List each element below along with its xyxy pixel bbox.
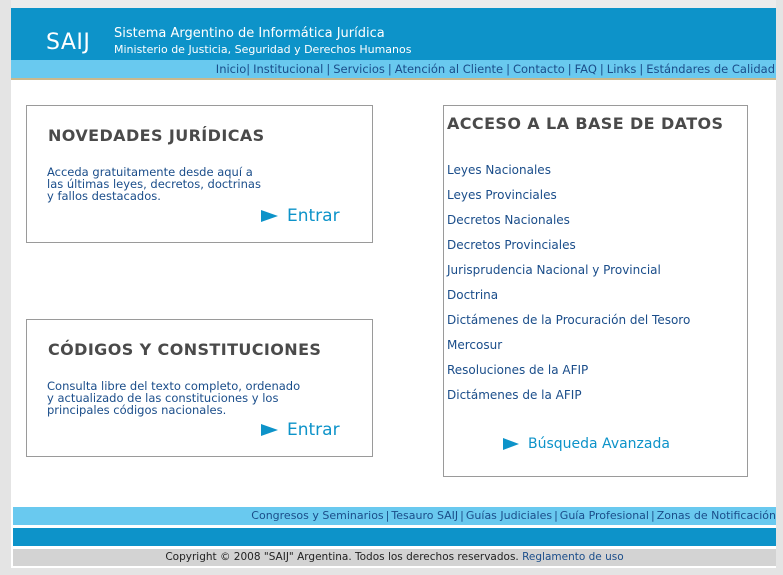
codigos-enter-link[interactable] — [261, 420, 340, 440]
nav-separator: | — [506, 62, 510, 76]
footer-link-tesauro[interactable]: Tesauro SAIJ — [391, 509, 459, 522]
nav-contacto[interactable]: Contacto — [512, 62, 565, 76]
novedades-description — [47, 166, 292, 202]
footer-nav — [13, 507, 776, 525]
codigos-text-line: principales códigos nacionales. — [47, 403, 227, 417]
nav-separator: | — [639, 62, 644, 76]
window-frame-left — [0, 0, 11, 575]
db-link-jurisprudencia[interactable]: Jurisprudencia Nacional y Provincial — [447, 263, 661, 277]
nav-separator: | — [387, 62, 392, 76]
database-link-list — [447, 158, 690, 408]
nav-separator: | — [567, 62, 572, 76]
codigos-description — [47, 380, 337, 416]
codigos-enter-label: Entrar — [287, 420, 340, 440]
list-item — [447, 258, 690, 283]
footer-separator: | — [460, 509, 464, 522]
codigos-text-line: y actualizado de las constituciones y los — [47, 391, 279, 405]
copyright-text: Copyright © 2008 "SAIJ" Argentina. Todos los derechos reservados. — [165, 551, 519, 563]
footer-link-guia-profesional[interactable]: Guía Profesional — [559, 509, 649, 522]
window-frame-bottom — [0, 568, 783, 575]
novedades-text-line: Acceda gratuitamente desde aquí a — [47, 165, 253, 179]
reglamento-de-uso-link[interactable]: Reglamento de uso — [522, 551, 624, 563]
footer-link-guias-judiciales[interactable]: Guías Judiciales — [465, 509, 553, 522]
advanced-search-link[interactable] — [503, 436, 670, 452]
db-link-resoluciones-afip[interactable]: Resoluciones de la AFIP — [447, 363, 589, 377]
novedades-enter-link[interactable] — [261, 206, 340, 226]
arrow-right-icon — [261, 210, 278, 222]
nav-inicio[interactable]: Inicio — [215, 62, 247, 76]
list-item — [447, 233, 690, 258]
footer-separator: | — [385, 509, 390, 522]
list-item — [447, 158, 690, 183]
nav-faq[interactable]: FAQ — [574, 62, 597, 76]
nav-separator: | — [599, 62, 604, 76]
nav-estandares-de-calidad[interactable]: Estándares de Calidad — [646, 62, 775, 76]
nav-separator: | — [326, 62, 331, 76]
database-title: ACCESO A LA BASE DE DATOS — [447, 114, 724, 133]
list-item — [447, 383, 690, 408]
list-item — [447, 183, 690, 208]
window-frame-right — [776, 0, 783, 575]
top-nav — [11, 60, 776, 80]
header-banner — [11, 8, 776, 60]
footer-link-congresos[interactable]: Congresos y Seminarios — [251, 509, 384, 522]
codigos-constituciones-box — [26, 319, 373, 457]
novedades-title: NOVEDADES JURÍDICAS — [48, 126, 265, 145]
db-link-dictamenes-afip[interactable]: Dictámenes de la AFIP — [447, 388, 582, 402]
list-item — [447, 308, 690, 333]
novedades-enter-label: Entrar — [287, 206, 340, 226]
footer-separator: | — [554, 509, 558, 522]
copyright-bar — [13, 549, 776, 566]
footer-link-zonas-notificacion[interactable]: Zonas de Notificación — [656, 509, 776, 522]
db-link-decretos-nacionales[interactable]: Decretos Nacionales — [447, 213, 570, 227]
saij-logo[interactable]: SAIJ — [46, 30, 91, 55]
list-item — [447, 283, 690, 308]
nav-separator: | — [246, 62, 251, 76]
arrow-right-icon — [503, 438, 519, 450]
footer-separator: | — [650, 509, 655, 522]
nav-atencion-al-cliente[interactable]: Atención al Cliente — [394, 62, 504, 76]
novedades-text-line: y fallos destacados. — [47, 189, 161, 203]
base-de-datos-box — [443, 105, 748, 477]
arrow-right-icon — [261, 424, 278, 436]
nav-links[interactable]: Links — [606, 62, 637, 76]
list-item — [447, 358, 690, 383]
novedades-juridicas-box — [26, 105, 373, 243]
nav-servicios[interactable]: Servicios — [333, 62, 385, 76]
db-link-leyes-nacionales[interactable]: Leyes Nacionales — [447, 163, 551, 177]
db-link-dictamenes-procuracion[interactable]: Dictámenes de la Procuración del Tesoro — [447, 313, 691, 327]
footer-blue-bar — [13, 528, 776, 546]
codigos-title: CÓDIGOS Y CONSTITUCIONES — [48, 340, 322, 359]
advanced-search-label: Búsqueda Avanzada — [528, 436, 670, 452]
novedades-text-line: las últimas leyes, decretos, doctrinas — [47, 177, 261, 191]
db-link-doctrina[interactable]: Doctrina — [447, 288, 499, 302]
nav-institucional[interactable]: Institucional — [253, 62, 324, 76]
codigos-text-line: Consulta libre del texto completo, ordenado — [47, 379, 301, 393]
db-link-leyes-provinciales[interactable]: Leyes Provinciales — [447, 188, 557, 202]
page — [11, 8, 776, 568]
db-link-decretos-provinciales[interactable]: Decretos Provinciales — [447, 238, 576, 252]
list-item — [447, 208, 690, 233]
list-item — [447, 333, 690, 358]
db-link-mercosur[interactable]: Mercosur — [447, 338, 503, 352]
site-title: Sistema Argentino de Informática Jurídica — [114, 26, 385, 41]
site-subtitle: Ministerio de Justicia, Seguridad y Derechos Humanos — [114, 43, 412, 56]
